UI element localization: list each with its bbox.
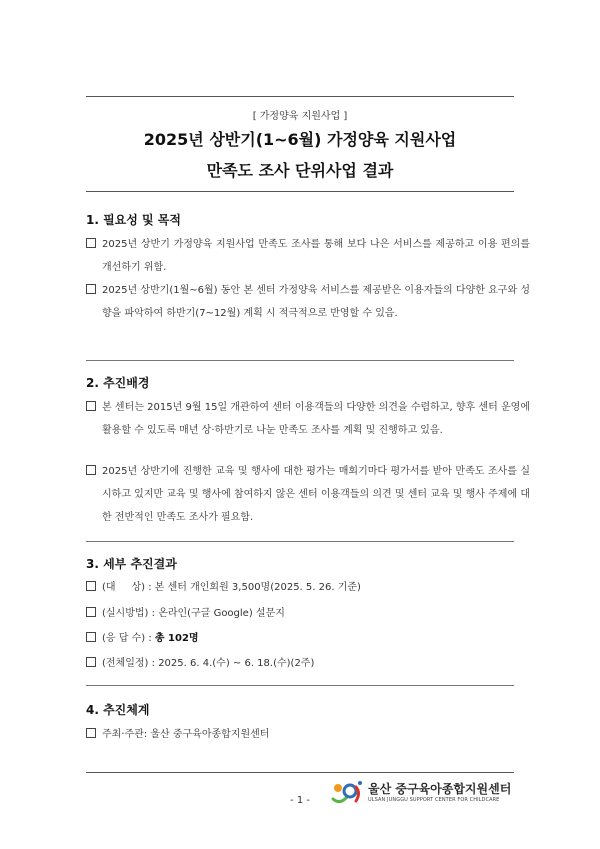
document-title-line2: 만족도 조사 단위사업 결과: [206, 161, 394, 180]
detail-schedule: [86, 654, 314, 669]
detail-schedule-value: : 2025. 6. 4.(수) ~ 6. 18.(수)(2주): [151, 658, 315, 669]
title-rule: [86, 191, 514, 192]
checkbox-icon: [86, 657, 96, 667]
section-1-item-1-text: 2025년 상반기 가정양육 지원사업 만족도 조사를 통해 보다 나은 서비스를 제공하고 이용 편의를 개선하기 위함.: [102, 239, 530, 273]
section-divider: [86, 541, 514, 542]
detail-method-value: : 온라인(구글 Google) 설문지: [151, 608, 285, 619]
checkbox-icon: [86, 284, 96, 294]
section-2-item-1-text: 본 센터는 2015년 9월 15일 개관하여 센터 이용객들의 다양한 의견을 수렴하고, 향후 센터 운영에 활용할 수 있도록 매년 상·하반기로 나눈 만족도 조사를 계획 및 진행하고 있음.: [102, 402, 530, 436]
section-1-item-2: [86, 279, 530, 325]
section-2-item-2-text: 2025년 상반기에 진행한 교육 및 행사에 대한 평가는 매회기마다 평가서를 받아 만족도 조사를 실시하고 있지만 교육 및 행사에 참여하지 않은 센터 이용객들의 의견 및 센터 교육 및 행사 주제에 대한 전반적인 만족도 조사가 필요함.: [102, 466, 530, 523]
section-3-heading: 3. 세부 추진결과: [86, 557, 177, 571]
center-logo-icon: [330, 779, 364, 807]
section-2-item-1: [86, 396, 530, 442]
page-number: - 1 -: [290, 795, 310, 806]
detail-target-value: : 본 센터 개인회원 3,500명(2025. 5. 26. 기준): [148, 582, 361, 593]
section-2-item-2: [86, 460, 530, 529]
center-logo-name-english: ULSAN JUNGGU SUPPORT CENTER FOR CHILDCARE: [368, 797, 500, 803]
detail-target: [86, 578, 361, 593]
section-1-item-2-text: 2025년 상반기(1월~6월) 동안 본 센터 가정양육 서비스를 제공받은 이용자들의 다양한 요구와 성향을 파악하여 하반기(7~12월) 계획 시 적극적으로 반영할 수 있음.: [102, 285, 530, 319]
top-rule: [86, 96, 514, 97]
checkbox-icon: [86, 238, 96, 248]
detail-target-label: (대 상): [102, 582, 146, 593]
section-4-heading: 4. 추진체계: [86, 703, 150, 717]
checkbox-icon: [86, 465, 96, 475]
section-divider: [86, 685, 514, 686]
detail-method-label: (실시방법): [102, 608, 149, 619]
checkbox-icon: [86, 607, 96, 617]
section-2-heading: 2. 추진배경: [86, 376, 150, 390]
checkbox-icon: [86, 728, 96, 738]
document-title-line1: 2025년 상반기(1~6월) 가정양육 지원사업: [143, 130, 457, 149]
checkbox-icon: [86, 401, 96, 411]
center-logo-name-korean: 울산 중구육아종합지원센터: [368, 782, 512, 796]
center-logo: [330, 779, 515, 807]
footer-rule: [86, 772, 514, 773]
detail-respondents: [86, 629, 199, 644]
detail-respondents-colon: :: [148, 633, 152, 644]
detail-respondents-value: 총 102명: [154, 633, 199, 644]
detail-method: [86, 604, 285, 619]
document-category-tag: [ 가정양육 지원사업 ]: [252, 111, 348, 122]
section-1-item-1: [86, 233, 530, 279]
checkbox-icon: [86, 632, 96, 642]
detail-schedule-label: (전체일정): [102, 658, 149, 669]
section-1-heading: 1. 필요성 및 목적: [86, 213, 181, 227]
checkbox-icon: [86, 581, 96, 591]
section-4-item: [86, 725, 269, 740]
detail-respondents-label: (응 답 수): [102, 633, 146, 644]
section-divider: [86, 360, 514, 361]
section-4-item-text: 주최·주관: 울산 중구육아종합지원센터: [102, 729, 270, 740]
